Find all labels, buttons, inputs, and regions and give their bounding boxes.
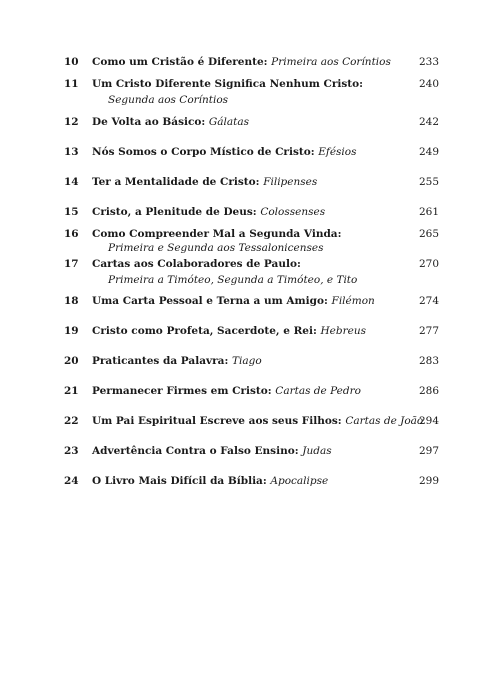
chapter-number: 15 bbox=[64, 206, 79, 218]
chapter-title-line bbox=[92, 473, 328, 489]
chapter-title-line bbox=[92, 174, 317, 190]
chapter-subtitle: Gálatas bbox=[208, 116, 250, 128]
chapter-number: 23 bbox=[64, 445, 79, 457]
chapter-subtitle: Segunda aos Coríntios bbox=[108, 94, 229, 106]
chapter-number: 12 bbox=[64, 116, 79, 128]
chapter-number: 24 bbox=[64, 475, 79, 487]
chapter-subtitle: Hebreus bbox=[320, 325, 366, 337]
chapter-number: 17 bbox=[64, 258, 79, 270]
chapter-title-line bbox=[92, 144, 357, 160]
page-number: 294 bbox=[418, 415, 439, 427]
page-number: 255 bbox=[418, 176, 439, 188]
page-number: 270 bbox=[418, 258, 439, 270]
chapter-title-line bbox=[92, 76, 363, 92]
chapter-title: Como Compreender Mal a Segunda Vinda: bbox=[92, 228, 342, 240]
page-number: 274 bbox=[418, 295, 439, 307]
chapter-title-line bbox=[92, 353, 262, 369]
chapter-subtitle: Cartas de Pedro bbox=[275, 385, 361, 397]
chapter-title-line bbox=[92, 443, 332, 459]
chapter-number: 20 bbox=[64, 355, 79, 367]
chapter-subtitle: Primeira e Segunda aos Tessalonicenses bbox=[108, 242, 324, 254]
page-number: 283 bbox=[418, 355, 439, 367]
page-number: 233 bbox=[418, 56, 439, 68]
chapter-title: Advertência Contra o Falso Ensino: bbox=[92, 445, 303, 457]
chapter-subtitle: Judas bbox=[302, 445, 332, 457]
chapter-subtitle: Filémon bbox=[331, 295, 375, 307]
chapter-number: 18 bbox=[64, 295, 79, 307]
chapter-title-line bbox=[92, 114, 249, 130]
page-number: 242 bbox=[418, 116, 439, 128]
page-number: 286 bbox=[418, 385, 439, 397]
chapter-title-line bbox=[92, 54, 391, 70]
page-number: 240 bbox=[418, 78, 439, 90]
chapter-number: 10 bbox=[64, 56, 79, 68]
chapter-number: 22 bbox=[64, 415, 79, 427]
chapter-subtitle: Filipenses bbox=[263, 176, 318, 188]
chapter-title: Praticantes da Palavra: bbox=[92, 355, 232, 367]
chapter-number: 16 bbox=[64, 228, 79, 240]
chapter-subtitle: Cartas de João bbox=[345, 415, 424, 427]
chapter-title-line bbox=[92, 204, 325, 220]
chapter-title-line bbox=[92, 383, 361, 399]
chapter-subtitle: Efésios bbox=[318, 146, 357, 158]
chapter-title: Um Cristo Diferente Significa Nenhum Cristo: bbox=[92, 78, 364, 90]
page-number: 249 bbox=[418, 146, 439, 158]
chapter-number: 11 bbox=[64, 78, 79, 90]
chapter-title: Cartas aos Colaboradores de Paulo: bbox=[92, 258, 301, 270]
chapter-title-line bbox=[92, 413, 423, 429]
chapter-title: Como um Cristão é Diferente: bbox=[92, 56, 272, 68]
page-number: 277 bbox=[418, 325, 439, 337]
chapter-title: Nós Somos o Corpo Místico de Cristo: bbox=[92, 146, 319, 158]
chapter-title: Uma Carta Pessoal e Terna a um Amigo: bbox=[92, 295, 332, 307]
chapter-number: 13 bbox=[64, 146, 79, 158]
chapter-title-line bbox=[92, 323, 366, 339]
chapter-number: 14 bbox=[64, 176, 79, 188]
chapter-number: 21 bbox=[64, 385, 79, 397]
chapter-subtitle: Primeira aos Coríntios bbox=[271, 56, 391, 68]
chapter-title-line bbox=[92, 293, 375, 309]
chapter-subtitle: Apocalipse bbox=[270, 475, 329, 487]
chapter-title: Um Pai Espiritual Escreve aos seus Filhos: bbox=[92, 415, 346, 427]
page-number: 261 bbox=[418, 206, 439, 218]
page-number: 299 bbox=[418, 475, 439, 487]
chapter-title: Permanecer Firmes em Cristo: bbox=[92, 385, 276, 397]
chapter-title: Cristo, a Plenitude de Deus: bbox=[92, 206, 261, 218]
chapter-title: Ter a Mentalidade de Cristo: bbox=[92, 176, 264, 188]
chapter-subtitle: Colossenses bbox=[260, 206, 326, 218]
chapter-subtitle: Tiago bbox=[231, 355, 262, 367]
chapter-subtitle: Primeira a Timóteo, Segunda a Timóteo, e Tito bbox=[108, 274, 358, 286]
chapter-title: O Livro Mais Difícil da Bíblia: bbox=[92, 475, 271, 487]
page-number: 297 bbox=[418, 445, 439, 457]
chapter-title: Cristo como Profeta, Sacerdote, e Rei: bbox=[92, 325, 321, 337]
chapter-title: De Volta ao Básico: bbox=[92, 116, 209, 128]
page-number: 265 bbox=[418, 228, 439, 240]
chapter-title-line bbox=[92, 256, 301, 272]
chapter-number: 19 bbox=[64, 325, 79, 337]
